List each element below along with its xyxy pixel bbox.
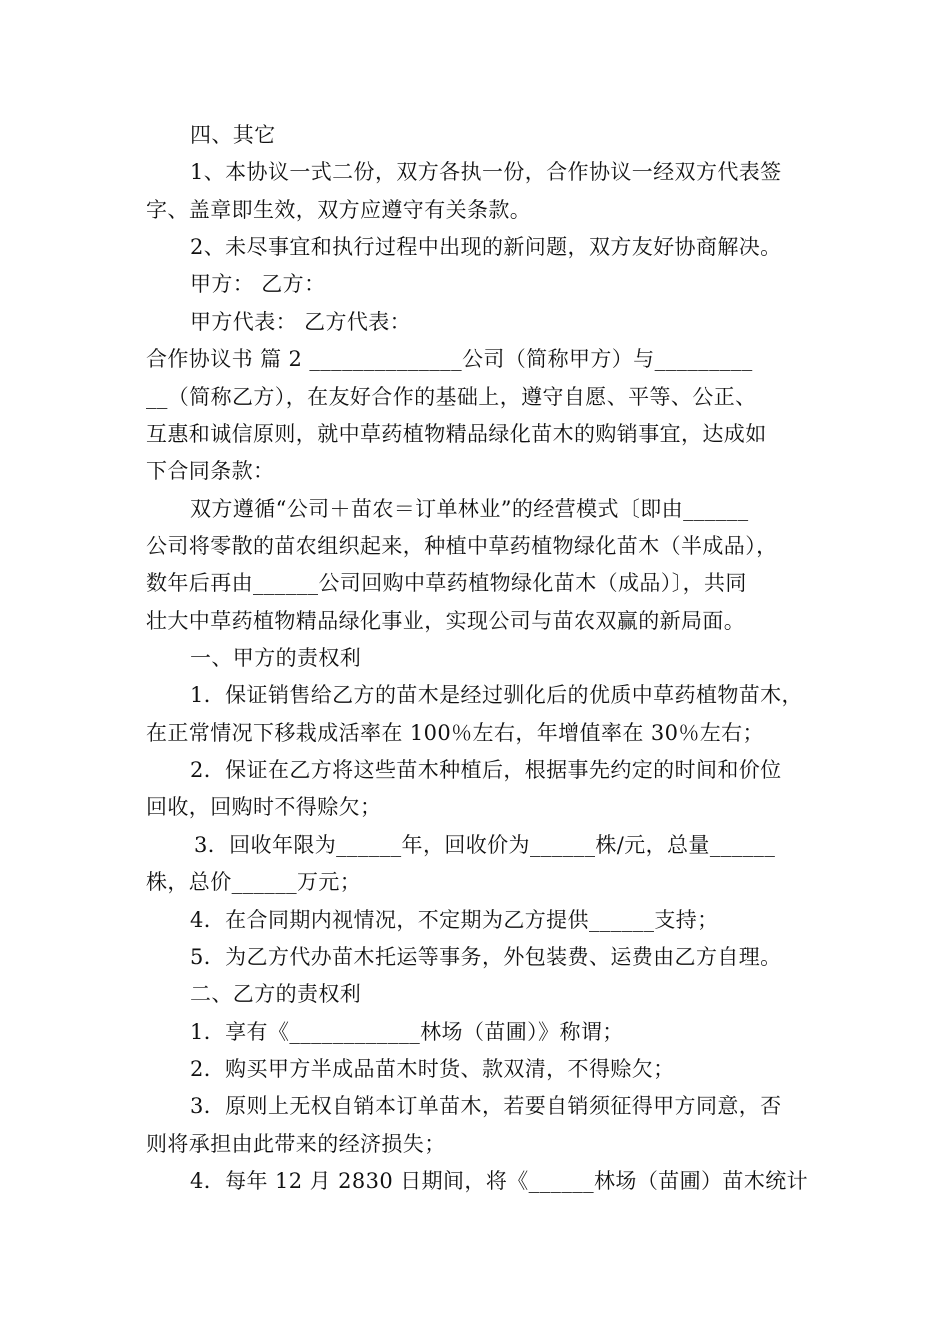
signature-parties-line: 甲方： 乙方： <box>190 272 326 296</box>
list-item: 3．回收年限为______年，回收价为______株/元，总量______ <box>194 833 776 857</box>
section-heading-party-b: 二、乙方的责权利 <box>190 982 362 1006</box>
list-item: 2．保证在乙方将这些苗木种植后，根据事先约定的时间和价位 <box>190 758 782 782</box>
paragraph-line: 则将承担由此带来的经济损失； <box>146 1132 446 1156</box>
paragraph-line: 在正常情况下移栽成活率在 100％左右，年增值率在 30％左右； <box>146 721 764 745</box>
list-item: 1．保证销售给乙方的苗木是经过驯化后的优质中草药植物苗木， <box>190 683 803 707</box>
paragraph-line: __（简称乙方），在友好合作的基础上，遵守自愿、平等、公正、 <box>146 385 757 409</box>
list-item: 3．原则上无权自销本订单苗木，若要自销须征得甲方同意，否 <box>190 1094 782 1118</box>
section-heading-party-a: 一、甲方的责权利 <box>190 646 362 670</box>
section-heading-other: 四、其它 <box>190 123 276 147</box>
paragraph-line: 壮大中草药植物精品绿化事业，实现公司与苗农双赢的新局面。 <box>146 609 746 633</box>
list-item: 4．在合同期内视情况，不定期为乙方提供______支持； <box>190 908 719 932</box>
paragraph-line: 回收，回购时不得赊欠； <box>146 795 382 819</box>
list-item: 4．每年 12 月 2830 日期间，将《______林场（苗圃）苗木统计 <box>190 1169 809 1193</box>
paragraph-line: 下合同条款： <box>146 459 275 483</box>
list-item: 5．为乙方代办苗木托运等事务，外包装费、运费由乙方自理。 <box>190 945 782 969</box>
document-title-line: 合作协议书 篇 2 ______________公司（简称甲方）与_________ <box>146 347 753 371</box>
paragraph-line: 株，总价______万元； <box>146 870 362 894</box>
paragraph-line: 双方遵循“公司＋苗农＝订单林业”的经营模式〔即由______ <box>190 497 749 521</box>
list-item: 2．购买甲方半成品苗木时货、款双清，不得赊欠； <box>190 1057 675 1081</box>
list-item: 1．享有《____________林场（苗圃）》称谓； <box>190 1020 624 1044</box>
signature-representatives-line: 甲方代表： 乙方代表： <box>190 310 412 334</box>
paragraph-line: 字、盖章即生效，双方应遵守有关条款。 <box>146 198 532 222</box>
paragraph-line: 互惠和诚信原则，就中草药植物精品绿化苗木的购销事宜，达成如 <box>146 422 767 446</box>
paragraph-line: 1、本协议一式二份，双方各执一份，合作协议一经双方代表签 <box>190 160 782 184</box>
paragraph-line: 2、未尽事宜和执行过程中出现的新问题，双方友好协商解决。 <box>190 235 782 259</box>
paragraph-line: 公司将零散的苗农组织起来，种植中草药植物绿化苗木（半成品）， <box>146 534 778 558</box>
paragraph-line: 数年后再由______公司回购中草药植物绿化苗木（成品）〕，共同 <box>146 571 747 595</box>
